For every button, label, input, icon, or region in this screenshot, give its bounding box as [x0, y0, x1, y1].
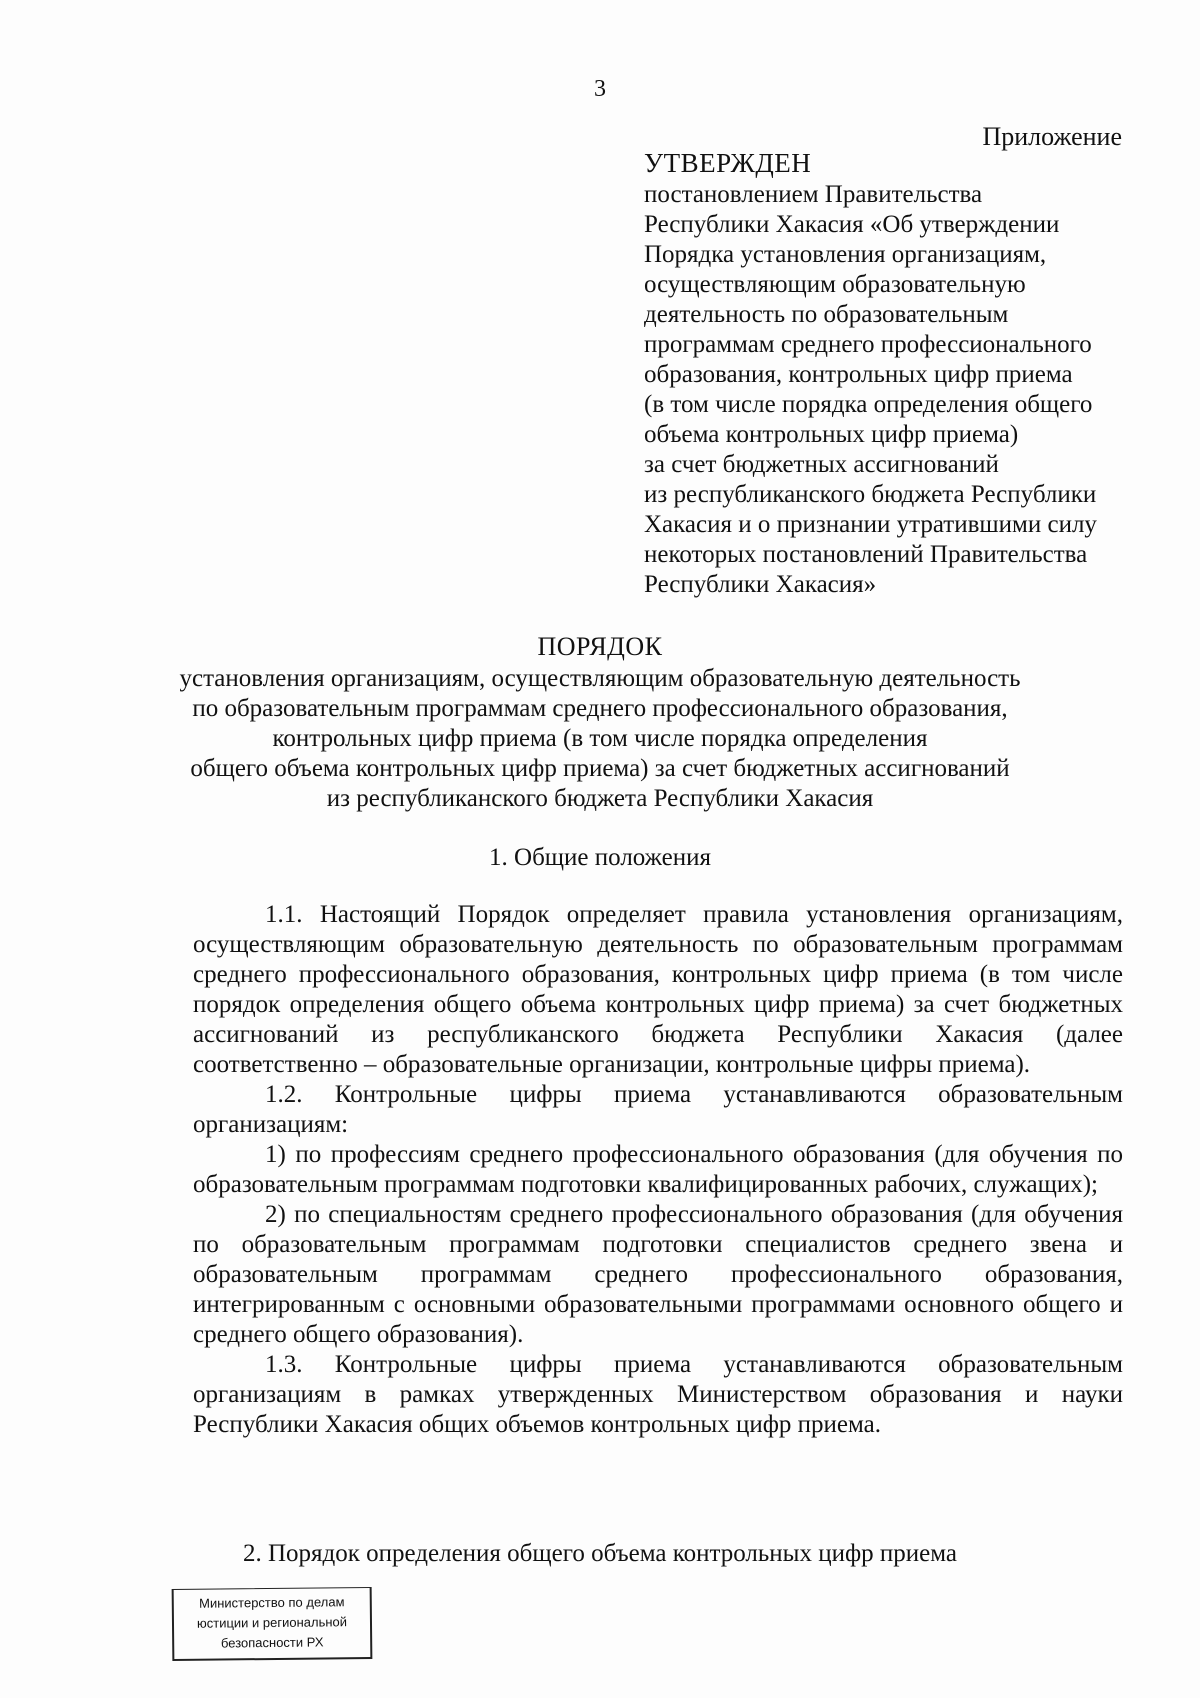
document-title: ПОРЯДОК [537, 632, 663, 661]
page-number: 3 [594, 76, 606, 102]
approval-line: программам среднего профессионального [644, 331, 1092, 358]
section-1-body [193, 900, 1123, 1440]
section-2-heading: 2. Порядок определения общего объема контрольных цифр приема [242, 1540, 958, 1567]
subtitle-line: установления организациям, осуществляющим образовательную деятельность [179, 665, 1021, 692]
approval-line: постановлением Правительства [644, 181, 983, 208]
approval-line: (в том числе порядка определения общего [644, 391, 1093, 418]
subtitle-line: из республиканского бюджета Республики Хакасия [326, 785, 874, 812]
paragraph-1-1: 1.1. Настоящий Порядок определяет правила установления организациям, осуществляющим образовательную деятельность по образовательным программам среднего профессионального образования, контрольных цифр приема (в том числе порядок определения общего объема контрольных цифр приема) за счет бюджетных ассигнований из республиканского бюджета Республики Хакасия (далее соответственно – образовательные организации, контрольные цифры приема). [193, 901, 1123, 1078]
approval-line: осуществляющим образовательную [644, 271, 1026, 298]
ministry-stamp [172, 1587, 373, 1661]
approval-heading: УТВЕРЖДЕН [644, 148, 812, 178]
approval-line: образования, контрольных цифр приема [644, 361, 1073, 388]
paragraph-1-2-item-1: 1) по профессиям среднего профессионального образования (для обучения по образовательным программам подготовки квалифицированных рабочих, служащих); [193, 1141, 1123, 1198]
approval-line: Республики Хакасия «Об утверждении [644, 211, 1060, 238]
paragraph-1-2-item-2: 2) по специальностям среднего профессионального образования (для обучения по образовательным программам подготовки специалистов среднего звена и образовательным программам среднего профессионального образования, интегрированным с основными образовательными программами основного общего и среднего общего образования). [193, 1201, 1123, 1348]
document-subtitle [100, 664, 1100, 814]
section-1-heading: 1. Общие положения [489, 844, 711, 871]
approval-line: из республиканского бюджета Республики [644, 481, 1097, 508]
approval-line: деятельность по образовательным [644, 301, 1009, 328]
paragraph-1-2: 1.2. Контрольные цифры приема устанавливаются образовательным организациям: [193, 1081, 1123, 1138]
subtitle-line: по образовательным программам среднего профессионального образования, [192, 695, 1008, 722]
approval-line: за счет бюджетных ассигнований [644, 451, 999, 478]
subtitle-line: общего объема контрольных цифр приема) за счет бюджетных ассигнований [190, 755, 1010, 782]
paragraph-1-3: 1.3. Контрольные цифры приема устанавливаются образовательным организациям в рамках утвержденных Министерством образования и науки Республики Хакасия общих объемов контрольных цифр приема. [193, 1351, 1123, 1438]
stamp-line: Министерство по делам [199, 1594, 345, 1611]
approval-block [644, 148, 1164, 600]
stamp-line: безопасности РХ [220, 1634, 324, 1651]
approval-line: Порядка установления организациям, [644, 241, 1047, 268]
subtitle-line: контрольных цифр приема (в том числе порядка определения [272, 725, 928, 752]
approval-line: Республики Хакасия» [644, 571, 877, 598]
appendix-label: Приложение [982, 122, 1122, 151]
approval-line: некоторых постановлений Правительства [644, 541, 1088, 568]
stamp-line: юстиции и региональной [196, 1614, 348, 1631]
approval-line: Хакасия и о признании утратившими силу [644, 511, 1097, 538]
approval-line: объема контрольных цифр приема) [644, 421, 1019, 448]
